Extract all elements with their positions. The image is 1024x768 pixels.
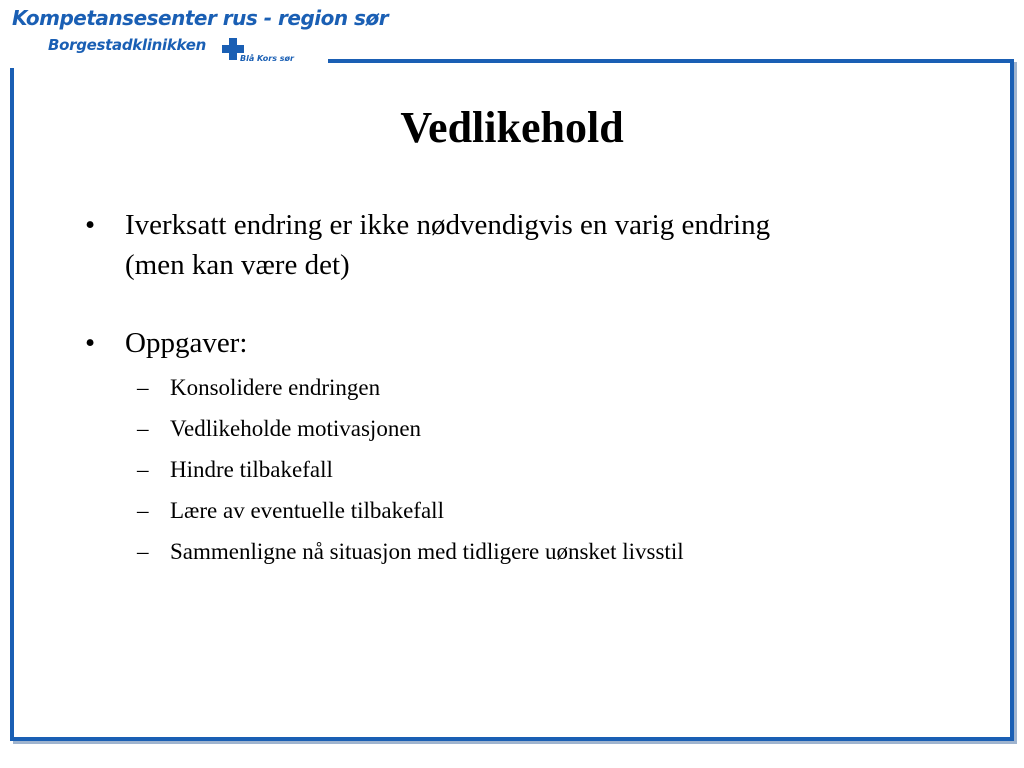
bullet-text-line1: Iverksatt endring er ikke nødvendigvis en varig endring [125, 209, 771, 241]
bullet-marker: • [85, 209, 96, 241]
sub-item-text: Vedlikeholde motivasjonen [170, 416, 422, 441]
sub-item-text: Konsolidere endringen [170, 375, 381, 400]
bullet-item [85, 205, 965, 285]
logo-title: Kompetansesenter rus - region sør [12, 6, 389, 30]
logo-organization: Blå Kors sør [240, 54, 294, 63]
sub-list-item [85, 449, 965, 490]
sub-item-text: Sammenligne nå situasjon med tidligere uønsket livsstil [170, 539, 684, 564]
sub-item-text: Hindre tilbakefall [170, 457, 333, 482]
slide-title: Vedlikehold [400, 103, 624, 152]
sub-list [85, 367, 965, 572]
dash-marker: – [137, 539, 149, 564]
bullet-marker: • [85, 327, 96, 359]
slide-content [85, 205, 965, 572]
bullet-item [85, 323, 965, 363]
dash-marker: – [137, 457, 149, 482]
bullet-text: Oppgaver: [125, 327, 248, 359]
sub-item-text: Lære av eventuelle tilbakefall [170, 498, 444, 523]
sub-list-item [85, 490, 965, 531]
dash-marker: – [137, 498, 149, 523]
sub-list-item [85, 531, 965, 572]
logo-subtitle: Borgestadklinikken [48, 36, 206, 54]
bullet-text-line2: (men kan være det) [125, 249, 350, 281]
sub-list-item [85, 367, 965, 408]
logo [0, 0, 389, 68]
dash-marker: – [137, 375, 149, 400]
dash-marker: – [137, 416, 149, 441]
sub-list-item [85, 408, 965, 449]
